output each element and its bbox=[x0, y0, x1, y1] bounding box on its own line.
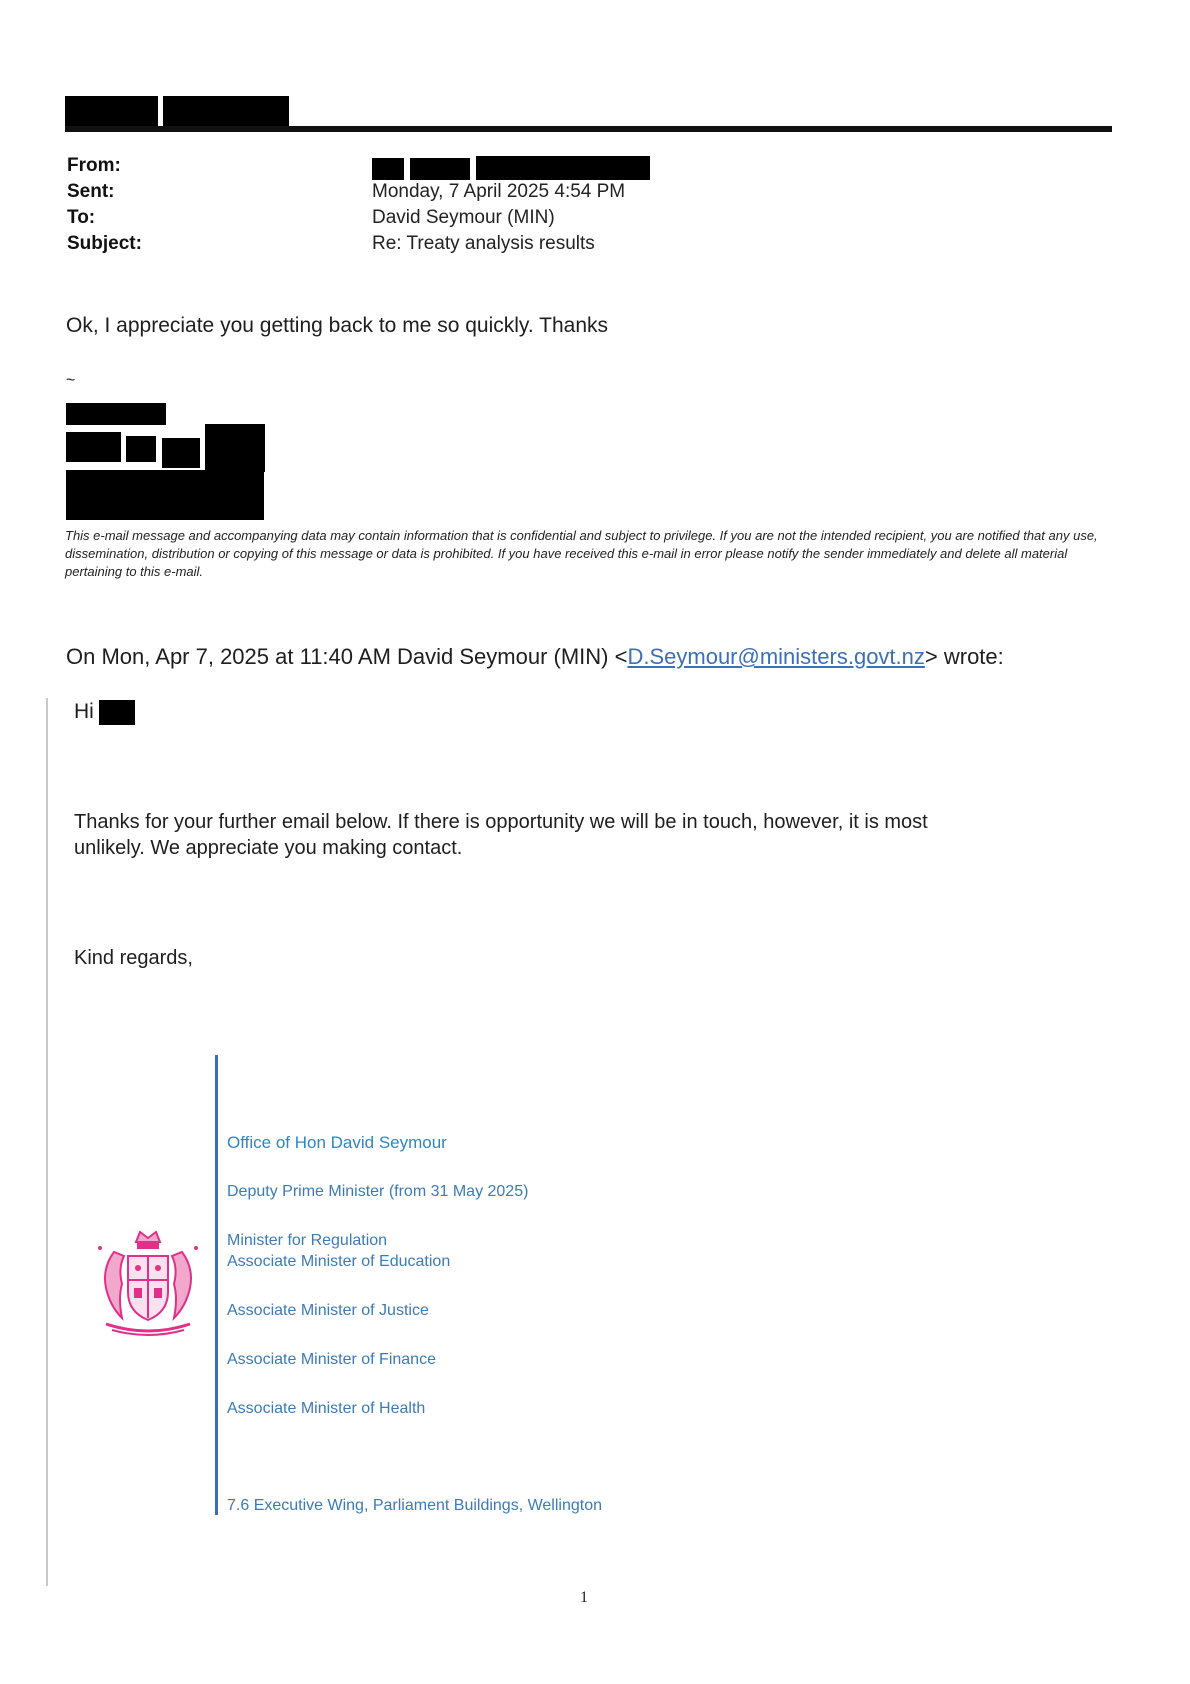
coat-of-arms-icon bbox=[92, 1228, 204, 1338]
header-rule bbox=[65, 126, 1112, 132]
from-value-redacted bbox=[410, 158, 470, 180]
redaction-block bbox=[205, 424, 265, 472]
attribution-prefix: On Mon, Apr 7, 2025 at 11:40 AM David Seymour (MIN) < bbox=[66, 644, 628, 669]
redaction-block bbox=[66, 432, 121, 462]
from-value-redacted bbox=[372, 158, 404, 180]
signature-role: Deputy Prime Minister (from 31 May 2025) bbox=[227, 1183, 529, 1200]
redaction-block bbox=[66, 403, 166, 425]
redaction-block bbox=[66, 470, 264, 520]
redaction-block bbox=[126, 436, 156, 462]
signature-role: Associate Minister of Health bbox=[227, 1400, 426, 1417]
confidentiality-disclaimer: This e-mail message and accompanying data may contain information that is confidential and subject to privilege. If you are not the intended recipient, you are notified that any use, dissemination, distribution or copying of this message or data is prohibited. If you have received this e-mail in error please notify the sender immediately and delete all material pertaining to this e-mail. bbox=[65, 528, 1098, 579]
sent-value: Monday, 7 April 2025 4:54 PM bbox=[372, 181, 626, 202]
redaction-block bbox=[163, 96, 289, 126]
redaction-block bbox=[65, 96, 158, 126]
subject-label: Subject: bbox=[67, 233, 142, 254]
redaction-block bbox=[162, 438, 200, 468]
to-label: To: bbox=[67, 207, 96, 228]
quote-bar bbox=[46, 698, 48, 1586]
signature-address: 7.6 Executive Wing, Parliament Buildings, Wellington bbox=[227, 1497, 602, 1514]
from-label: From: bbox=[67, 155, 121, 176]
quoted-body-line: unlikely. We appreciate you making contact. bbox=[74, 837, 463, 859]
signature-role: Minister for Regulation bbox=[227, 1232, 388, 1249]
attribution-suffix: > wrote: bbox=[924, 644, 1004, 669]
signature-role: Associate Minister of Justice bbox=[227, 1302, 429, 1319]
quoted-closing: Kind regards, bbox=[74, 947, 193, 969]
quoted-body-line: Thanks for your further email below. If there is opportunity we will be in touch, however, it is most bbox=[74, 811, 928, 833]
signature-tilde: ~ bbox=[66, 372, 76, 389]
quoted-greeting: Hi bbox=[74, 700, 94, 723]
signature-role: Associate Minister of Finance bbox=[227, 1351, 436, 1368]
sent-label: Sent: bbox=[67, 181, 115, 202]
quote-attribution bbox=[66, 644, 1004, 670]
recipient-name-redacted bbox=[99, 700, 135, 725]
sender-email-link[interactable]: D.Seymour@ministers.govt.nz bbox=[627, 644, 925, 669]
reply-message: Ok, I appreciate you getting back to me so quickly. Thanks bbox=[66, 314, 609, 337]
to-value: David Seymour (MIN) bbox=[372, 207, 555, 228]
signature-bar bbox=[215, 1055, 218, 1515]
from-value-redacted bbox=[476, 156, 650, 180]
signature-office: Office of Hon David Seymour bbox=[227, 1133, 447, 1152]
page-number: 1 bbox=[580, 1589, 588, 1606]
subject-value: Re: Treaty analysis results bbox=[372, 233, 595, 254]
signature-role: Associate Minister of Education bbox=[227, 1253, 451, 1270]
